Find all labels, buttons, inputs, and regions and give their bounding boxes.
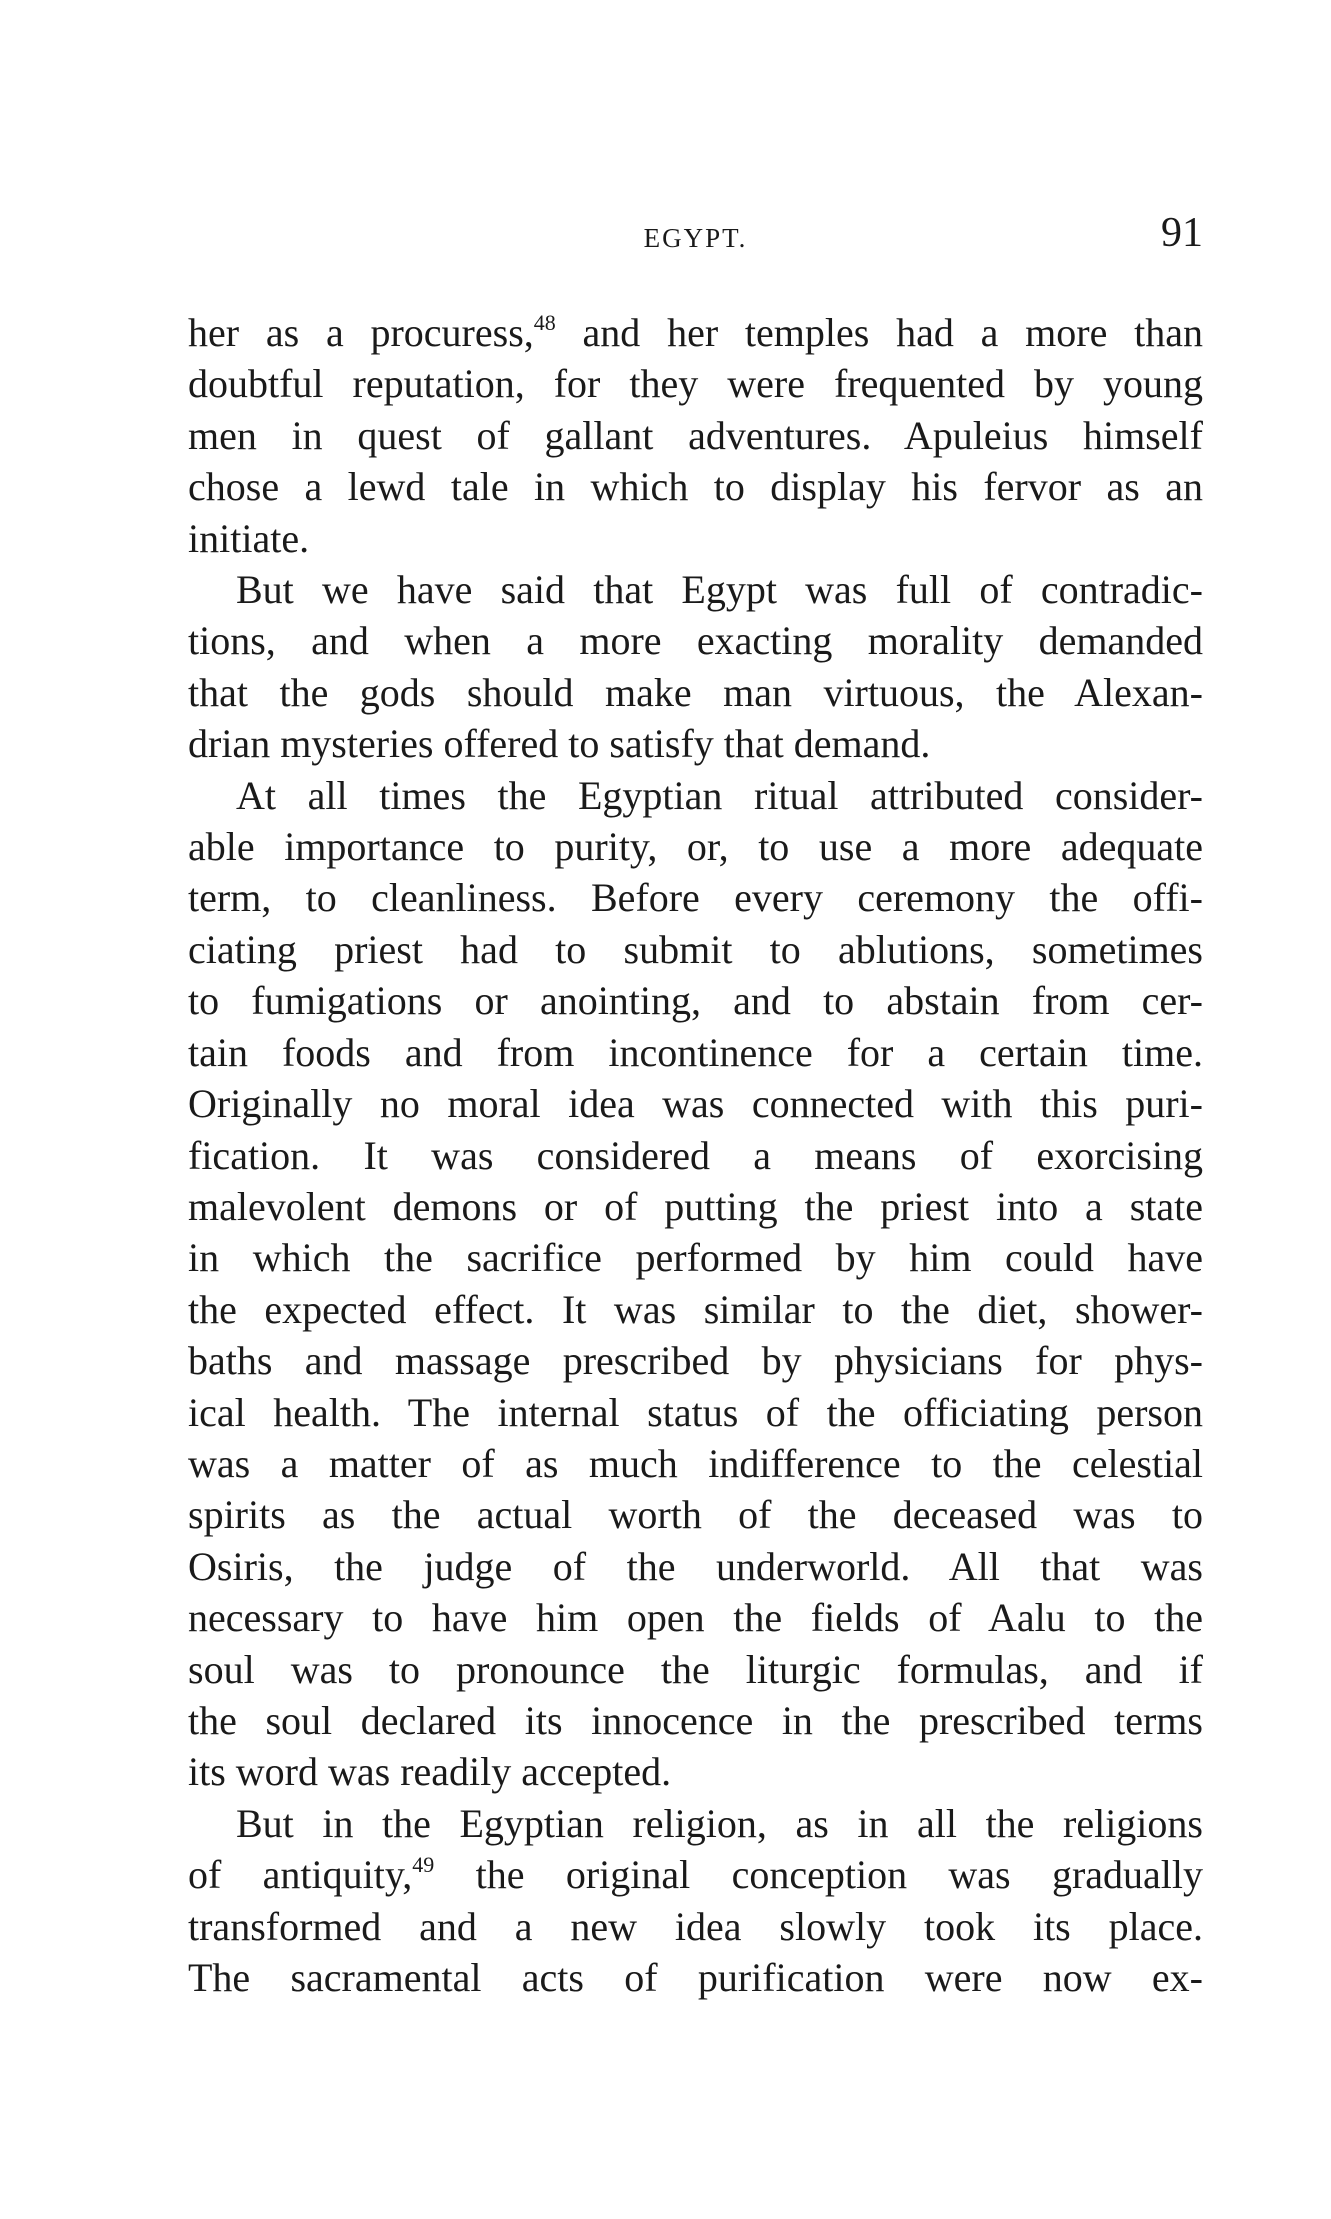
text-line: doubtful reputation, for they were frequented by young (188, 361, 1203, 407)
text-line: But in the Egyptian religion, as in all the religions (236, 1800, 1203, 1846)
body-text (188, 307, 1203, 2003)
text-line: initiate. (188, 515, 310, 561)
text-line: chose a lewd tale in which to display his fervor as an (188, 464, 1203, 510)
text-line: tain foods and from incontinence for a certain time. (188, 1029, 1203, 1075)
footnote-ref: 49 (412, 1852, 435, 1878)
text-line: fication. It was considered a means of exorcising (188, 1132, 1203, 1178)
text-line: The sacramental acts of purification were now ex- (188, 1955, 1203, 2000)
text-line: necessary to have him open the fields of Aalu to the (188, 1595, 1203, 1641)
text-line: tions, and when a more exacting morality demanded (188, 618, 1203, 664)
text-line: her as a procuress,$^{48}$ and her temples had a more than (188, 310, 1203, 355)
text-line: in which the sacrifice performed by him could have (188, 1235, 1203, 1281)
text-line: Originally no moral idea was connected with this puri- (188, 1081, 1203, 1127)
text-line: At all times the Egyptian ritual attributed consider- (236, 772, 1203, 818)
text-line: able importance to purity, or, to use a more adequate (188, 824, 1203, 870)
text-line: ical health. The internal status of the officiating person (188, 1389, 1203, 1435)
text-line: men in quest of gallant adventures. Apuleius himself (188, 412, 1203, 458)
text-line: the expected effect. It was similar to the diet, shower- (188, 1286, 1203, 1332)
paragraph (188, 1798, 1203, 2004)
text-line: malevolent demons or of putting the priest into a state (188, 1183, 1203, 1229)
running-head (188, 205, 1203, 265)
text-line: the soul declared its innocence in the prescribed terms (188, 1697, 1203, 1743)
text-line: drian mysteries offered to satisfy that demand. (188, 721, 931, 767)
running-title: EGYPT. (643, 223, 748, 253)
text-line: But we have said that Egypt was full of contradic- (236, 567, 1203, 613)
paragraph (188, 307, 1203, 564)
text-line: spirits as the actual worth of the deceased was to (188, 1492, 1203, 1538)
text-line: its word was readily accepted. (188, 1749, 672, 1795)
text-line: baths and massage prescribed by physicians for phys- (188, 1338, 1203, 1384)
footnote-ref: 48 (533, 310, 556, 335)
text-line: of antiquity,$^{49}$ the original conception was gradually (188, 1852, 1204, 1898)
text-line: ciating priest had to submit to ablutions, sometimes (188, 926, 1203, 972)
text-line: term, to cleanliness. Before every ceremony the offi- (188, 875, 1203, 921)
text-line: Osiris, the judge of the underworld. All that was (188, 1543, 1203, 1589)
page-number: 91 (1161, 210, 1203, 256)
text-line: was a matter of as much indifference to the celestial (188, 1440, 1203, 1486)
paragraph (188, 770, 1203, 1798)
text-line: to fumigations or anointing, and to abstain from cer- (188, 978, 1203, 1024)
text-line: soul was to pronounce the liturgic formulas, and if (188, 1646, 1203, 1692)
text-line: that the gods should make man virtuous, the Alexan- (188, 669, 1203, 715)
paragraph (188, 564, 1203, 770)
text-line: transformed and a new idea slowly took its place. (188, 1903, 1203, 1949)
